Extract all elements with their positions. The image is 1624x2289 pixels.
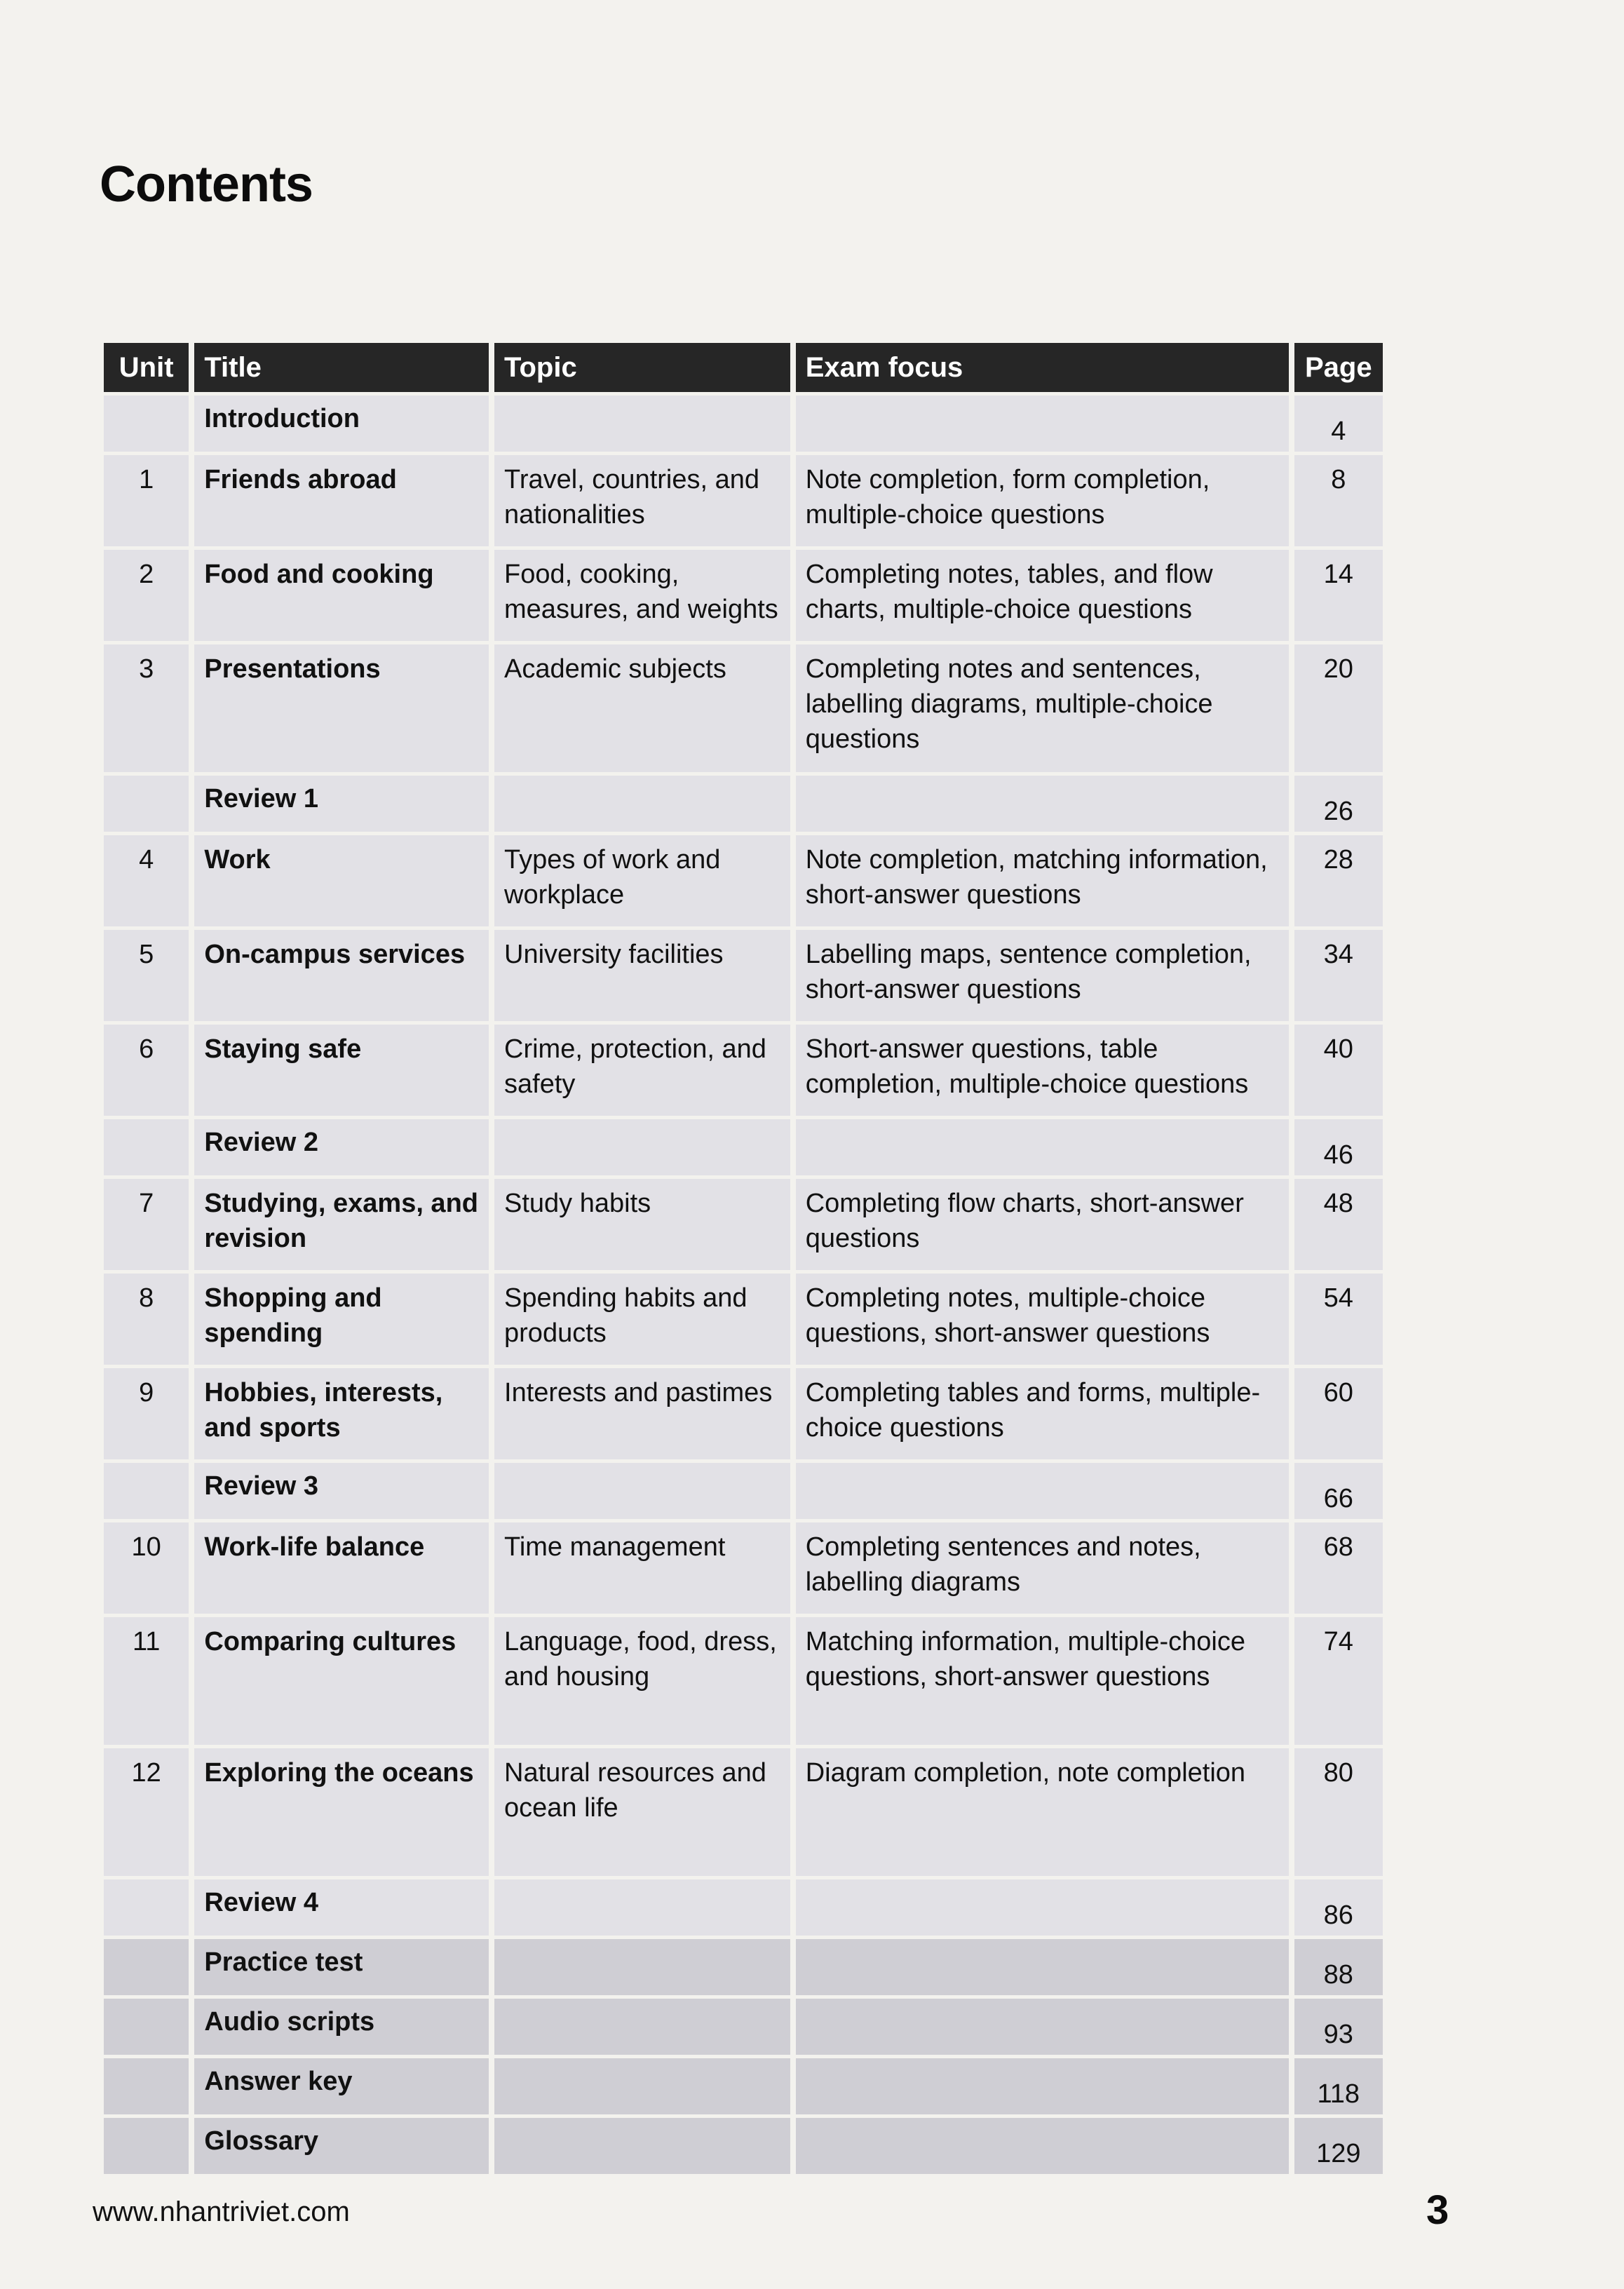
unit-exam-focus: Completing tables and forms, multiple-choice questions <box>796 1368 1289 1459</box>
unit-page: 118 <box>1294 2058 1383 2114</box>
table-row <box>104 2118 1383 2174</box>
unit-title: Presentations <box>194 644 489 772</box>
table-row <box>104 644 1383 772</box>
unit-exam-focus <box>796 396 1289 452</box>
unit-page: 88 <box>1294 1939 1383 1995</box>
unit-topic <box>494 2058 790 2114</box>
header-page: Page <box>1294 343 1383 392</box>
unit-exam-focus <box>796 2058 1289 2114</box>
unit-page: 66 <box>1294 1463 1383 1519</box>
unit-exam-focus: Note completion, form completion, multiple-choice questions <box>796 455 1289 546</box>
header-exam-focus: Exam focus <box>796 343 1289 392</box>
page-title: Contents <box>100 156 313 212</box>
table-row <box>104 835 1383 926</box>
unit-number: 2 <box>104 550 189 641</box>
unit-number <box>104 1879 189 1936</box>
unit-number <box>104 1119 189 1175</box>
unit-number <box>104 1939 189 1995</box>
unit-title: Friends abroad <box>194 455 489 546</box>
unit-exam-focus <box>796 1939 1289 1995</box>
table-row <box>104 550 1383 641</box>
unit-page: 80 <box>1294 1748 1383 1876</box>
unit-topic: Time management <box>494 1522 790 1614</box>
table-row <box>104 1368 1383 1459</box>
table-row <box>104 776 1383 832</box>
unit-page: 20 <box>1294 644 1383 772</box>
unit-exam-focus <box>796 776 1289 832</box>
unit-topic: University facilities <box>494 930 790 1021</box>
unit-topic: Academic subjects <box>494 644 790 772</box>
unit-number: 6 <box>104 1025 189 1116</box>
unit-page: 46 <box>1294 1119 1383 1175</box>
unit-number <box>104 1463 189 1519</box>
unit-topic: Study habits <box>494 1179 790 1270</box>
unit-title: Work <box>194 835 489 926</box>
unit-title: Work-life balance <box>194 1522 489 1614</box>
unit-page: 28 <box>1294 835 1383 926</box>
table-row <box>104 1939 1383 1995</box>
unit-topic <box>494 1999 790 2055</box>
unit-page: 93 <box>1294 1999 1383 2055</box>
unit-number: 9 <box>104 1368 189 1459</box>
unit-exam-focus: Diagram completion, note completion <box>796 1748 1289 1876</box>
unit-number <box>104 2118 189 2174</box>
unit-topic <box>494 1119 790 1175</box>
unit-title: Exploring the oceans <box>194 1748 489 1876</box>
unit-number: 1 <box>104 455 189 546</box>
unit-topic: Language, food, dress, and housing <box>494 1617 790 1745</box>
unit-title: Answer key <box>194 2058 489 2114</box>
unit-page: 40 <box>1294 1025 1383 1116</box>
unit-topic <box>494 1939 790 1995</box>
unit-page: 68 <box>1294 1522 1383 1614</box>
unit-topic: Crime, protection, and safety <box>494 1025 790 1116</box>
unit-number <box>104 776 189 832</box>
unit-number: 4 <box>104 835 189 926</box>
table-row <box>104 1025 1383 1116</box>
table-row <box>104 455 1383 546</box>
unit-page: 74 <box>1294 1617 1383 1745</box>
unit-topic: Natural resources and ocean life <box>494 1748 790 1876</box>
unit-topic: Travel, countries, and nationalities <box>494 455 790 546</box>
unit-page: 48 <box>1294 1179 1383 1270</box>
unit-number: 7 <box>104 1179 189 1270</box>
unit-topic <box>494 2118 790 2174</box>
page-number: 3 <box>1426 2187 1449 2233</box>
unit-exam-focus: Completing sentences and notes, labelling diagrams <box>796 1522 1289 1614</box>
unit-page: 60 <box>1294 1368 1383 1459</box>
unit-title: Food and cooking <box>194 550 489 641</box>
unit-exam-focus <box>796 1119 1289 1175</box>
unit-topic: Types of work and workplace <box>494 835 790 926</box>
unit-title: Review 2 <box>194 1119 489 1175</box>
unit-title: Staying safe <box>194 1025 489 1116</box>
unit-page: 14 <box>1294 550 1383 641</box>
unit-title: Practice test <box>194 1939 489 1995</box>
unit-title: Studying, exams, and revision <box>194 1179 489 1270</box>
unit-topic <box>494 1463 790 1519</box>
unit-exam-focus: Completing notes and sentences, labelling diagrams, multiple-choice questions <box>796 644 1289 772</box>
table-row <box>104 1999 1383 2055</box>
unit-title: Audio scripts <box>194 1999 489 2055</box>
unit-topic <box>494 776 790 832</box>
unit-exam-focus: Short-answer questions, table completion, multiple-choice questions <box>796 1025 1289 1116</box>
unit-page: 8 <box>1294 455 1383 546</box>
unit-number: 3 <box>104 644 189 772</box>
table-row <box>104 1879 1383 1936</box>
header-unit: Unit <box>104 343 189 392</box>
unit-page: 54 <box>1294 1274 1383 1365</box>
unit-title: Glossary <box>194 2118 489 2174</box>
header-title: Title <box>194 343 489 392</box>
unit-exam-focus: Completing notes, tables, and flow charts, multiple-choice questions <box>796 550 1289 641</box>
contents-table <box>98 339 1388 2177</box>
unit-exam-focus: Labelling maps, sentence completion, short-answer questions <box>796 930 1289 1021</box>
unit-title: Review 3 <box>194 1463 489 1519</box>
table-row <box>104 1119 1383 1175</box>
unit-title: Introduction <box>194 396 489 452</box>
unit-page: 129 <box>1294 2118 1383 2174</box>
header-topic: Topic <box>494 343 790 392</box>
contents-table-body <box>104 396 1383 2174</box>
table-row <box>104 1274 1383 1365</box>
unit-number <box>104 2058 189 2114</box>
unit-topic: Spending habits and products <box>494 1274 790 1365</box>
unit-number: 5 <box>104 930 189 1021</box>
unit-number: 8 <box>104 1274 189 1365</box>
unit-exam-focus <box>796 2118 1289 2174</box>
unit-title: Comparing cultures <box>194 1617 489 1745</box>
unit-exam-focus <box>796 1999 1289 2055</box>
table-row <box>104 1179 1383 1270</box>
unit-exam-focus: Note completion, matching information, short-answer questions <box>796 835 1289 926</box>
unit-page: 86 <box>1294 1879 1383 1936</box>
unit-number <box>104 1999 189 2055</box>
table-row <box>104 1748 1383 1876</box>
unit-exam-focus: Completing notes, multiple-choice questions, short-answer questions <box>796 1274 1289 1365</box>
table-row <box>104 1463 1383 1519</box>
unit-number: 10 <box>104 1522 189 1614</box>
unit-page: 26 <box>1294 776 1383 832</box>
unit-title: Review 4 <box>194 1879 489 1936</box>
table-row <box>104 1617 1383 1745</box>
table-row <box>104 396 1383 452</box>
unit-number <box>104 396 189 452</box>
unit-topic <box>494 1879 790 1936</box>
unit-topic: Interests and pastimes <box>494 1368 790 1459</box>
unit-exam-focus <box>796 1879 1289 1936</box>
unit-exam-focus: Completing flow charts, short-answer questions <box>796 1179 1289 1270</box>
unit-title: Shopping and spending <box>194 1274 489 1365</box>
unit-topic <box>494 396 790 452</box>
table-row <box>104 930 1383 1021</box>
unit-number: 11 <box>104 1617 189 1745</box>
unit-page: 4 <box>1294 396 1383 452</box>
unit-number: 12 <box>104 1748 189 1876</box>
unit-title: Review 1 <box>194 776 489 832</box>
unit-title: Hobbies, interests, and sports <box>194 1368 489 1459</box>
unit-exam-focus: Matching information, multiple-choice questions, short-answer questions <box>796 1617 1289 1745</box>
unit-topic: Food, cooking, measures, and weights <box>494 550 790 641</box>
footer-url: www.nhantriviet.com <box>93 2196 350 2227</box>
table-header-row <box>104 343 1383 392</box>
table-row <box>104 2058 1383 2114</box>
table-row <box>104 1522 1383 1614</box>
unit-title: On-campus services <box>194 930 489 1021</box>
unit-page: 34 <box>1294 930 1383 1021</box>
unit-exam-focus <box>796 1463 1289 1519</box>
